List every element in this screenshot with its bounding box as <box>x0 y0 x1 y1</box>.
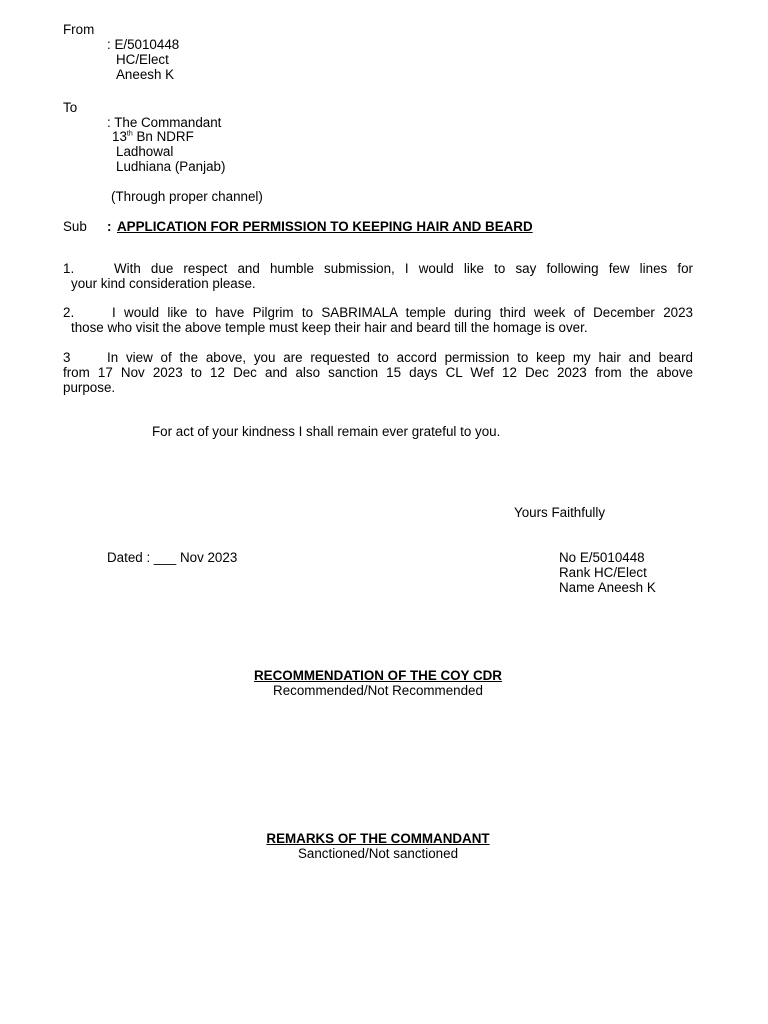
to-recipient: : The Commandant <box>107 115 222 130</box>
para-3-line-3: purpose. <box>63 380 116 395</box>
to-battalion <box>112 129 194 144</box>
from-rank: HC/Elect <box>116 52 169 67</box>
subject-title: APPLICATION FOR PERMISSION TO KEEPING HAIR AND BEARD <box>117 219 533 234</box>
para-1-line-1: With due respect and humble submission, I would like to say following few lines for <box>114 261 693 276</box>
from-label: From <box>63 22 95 37</box>
para-1-number: 1. <box>63 261 75 276</box>
signature-name: Name Aneesh K <box>559 580 656 595</box>
recommendation-options: Recommended/Not Recommended <box>273 683 483 698</box>
subject-colon: : <box>107 219 112 234</box>
to-place: Ladhowal <box>116 144 174 159</box>
subject-label: Sub <box>63 219 87 234</box>
para-1-line-2: your kind consideration please. <box>71 276 256 291</box>
para-2-line-1: I would like to have Pilgrim to SABRIMALA temple during third week of December 2023 <box>112 305 693 320</box>
to-label: To <box>63 100 78 115</box>
signature-rank: Rank HC/Elect <box>559 565 647 580</box>
battalion-rest: Bn NDRF <box>132 129 194 144</box>
channel-note: (Through proper channel) <box>111 189 263 204</box>
para-3-line-2: from 17 Nov 2023 to 12 Dec and also sanction 15 days CL Wef 12 Dec 2023 from the above <box>63 365 693 380</box>
para-2-line-2: those who visit the above temple must keep their hair and beard till the homage is over. <box>71 320 588 335</box>
from-id: : E/5010448 <box>107 37 180 52</box>
signature-number: No E/5010448 <box>559 550 645 565</box>
signoff: Yours Faithfully <box>514 505 606 520</box>
remarks-options: Sanctioned/Not sanctioned <box>297 846 459 861</box>
to-city: Ludhiana (Panjab) <box>116 159 226 174</box>
remarks-section <box>128 831 628 861</box>
dated-line: Dated : ___ Nov 2023 <box>107 550 238 565</box>
closing-line: For act of your kindness I shall remain ever grateful to you. <box>152 424 501 439</box>
para-2-number: 2. <box>63 305 75 320</box>
remarks-heading: REMARKS OF THE COMMANDANT <box>266 831 490 846</box>
para-3-number: 3 <box>63 350 71 365</box>
battalion-suffix: th <box>126 130 133 138</box>
from-name: Aneesh K <box>116 67 175 82</box>
recommendation-section <box>128 668 628 698</box>
recommendation-heading: RECOMMENDATION OF THE COY CDR <box>254 668 502 683</box>
para-3-line-1: In view of the above, you are requested to accord permission to keep my hair and beard <box>107 350 693 365</box>
battalion-number: 13 <box>112 129 127 144</box>
